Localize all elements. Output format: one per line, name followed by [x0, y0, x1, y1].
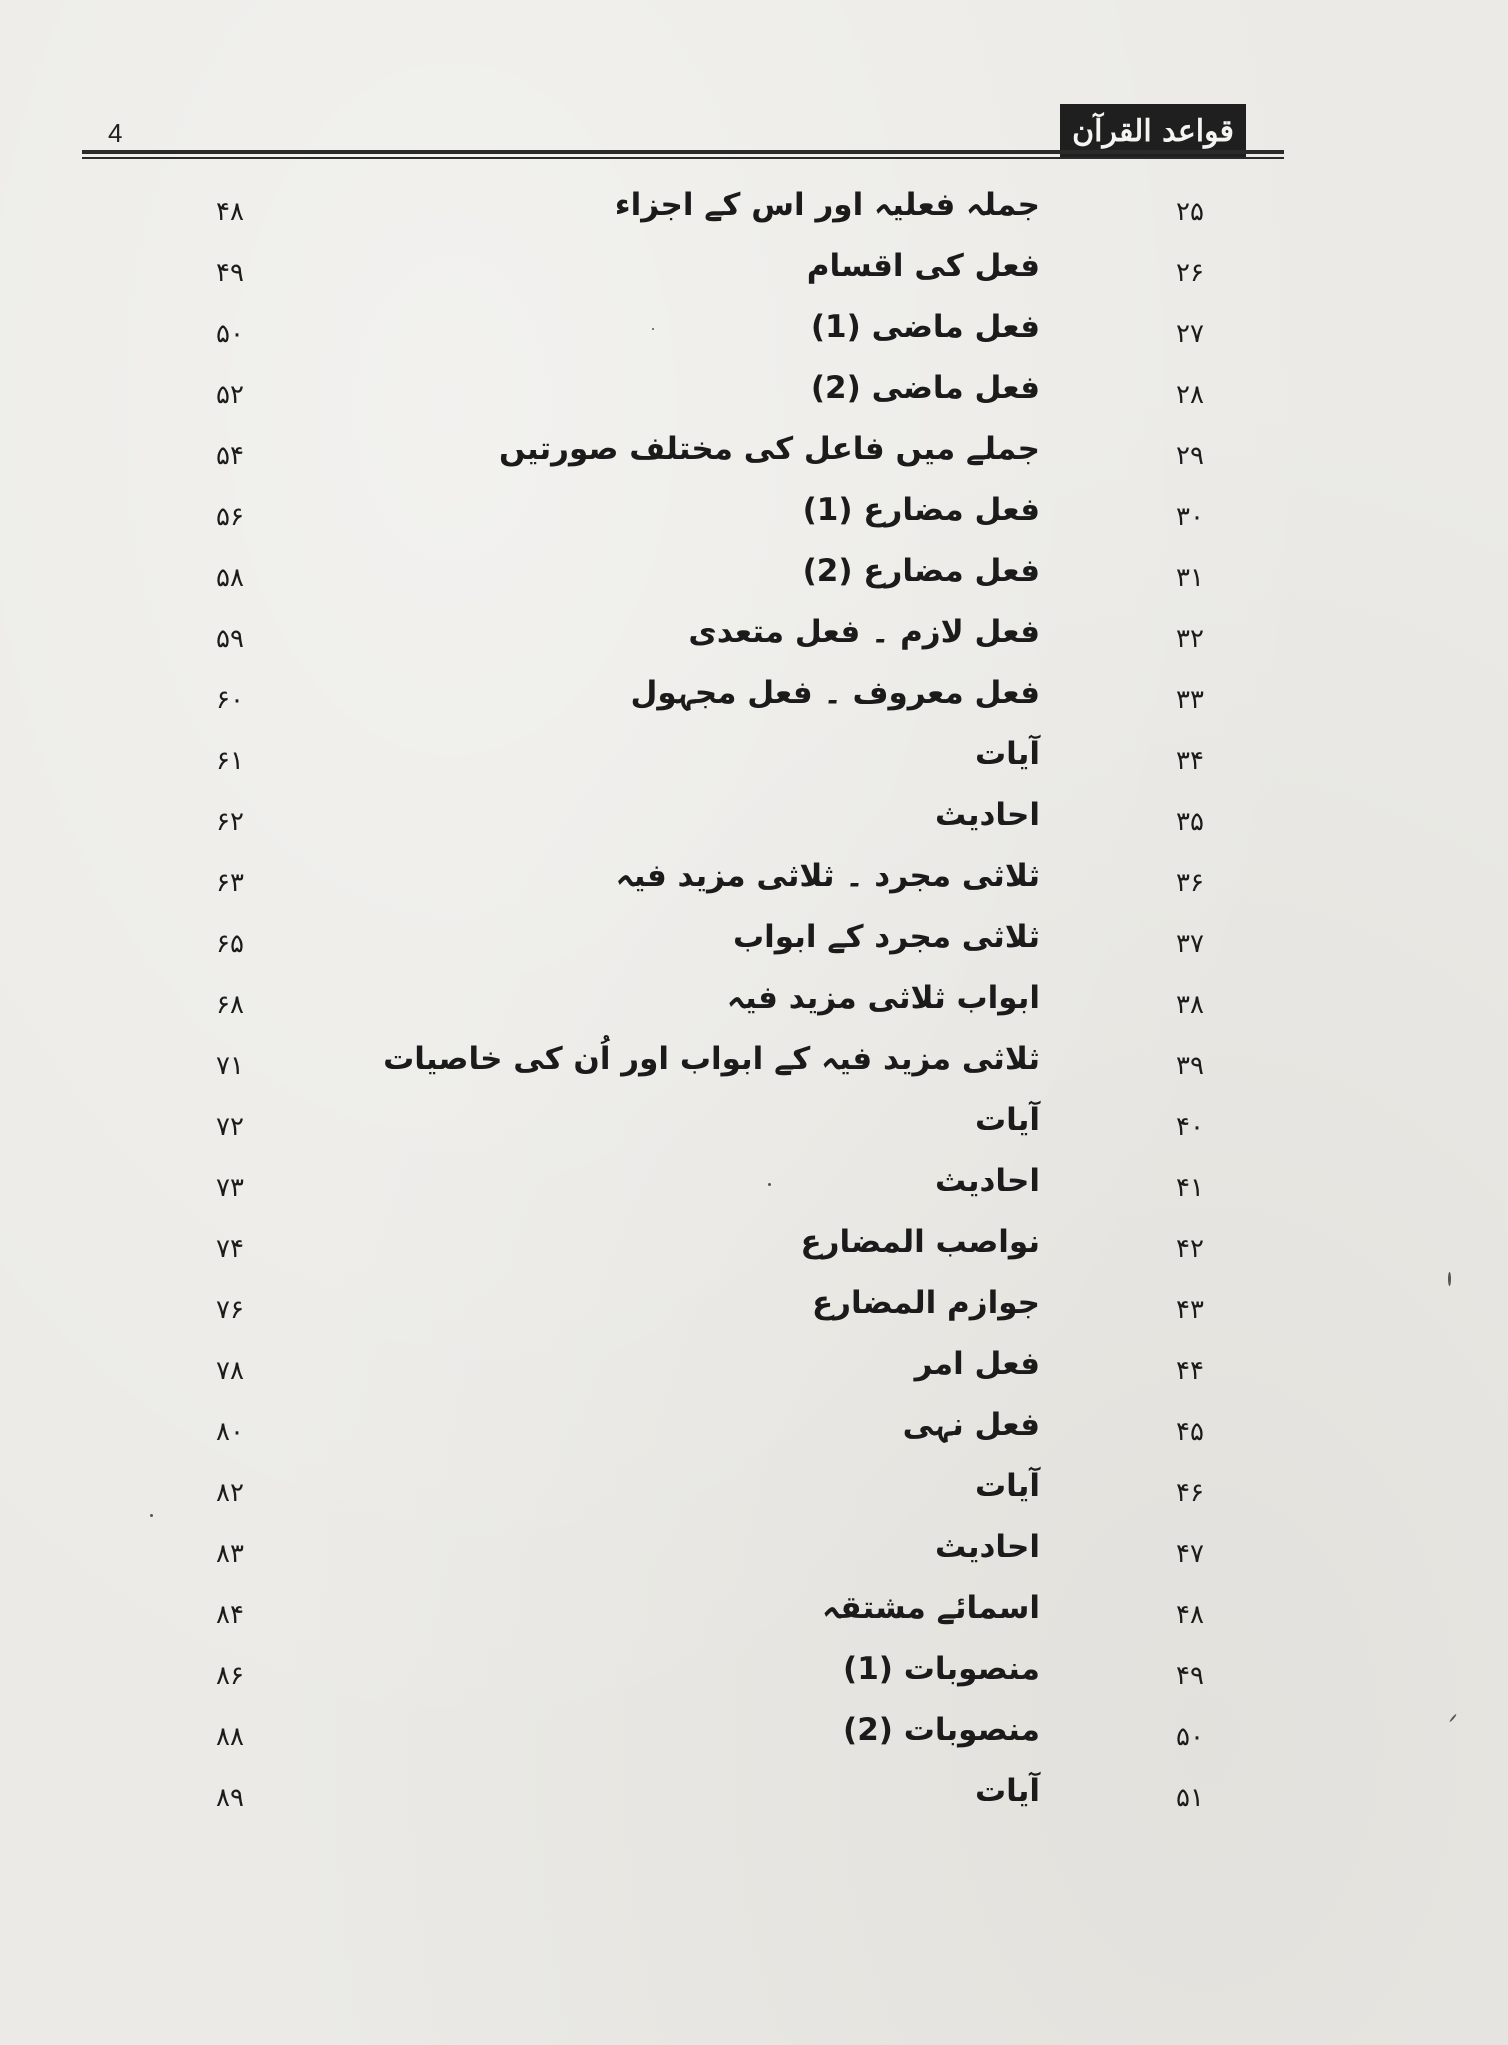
toc-page: ۸۲: [216, 1478, 244, 1508]
toc-serial: ۳۳: [1176, 685, 1204, 715]
toc-title: آیات: [974, 1468, 1040, 1504]
toc-title: جوازم المضارع: [811, 1285, 1040, 1321]
toc-serial: ۴۹: [1176, 1661, 1204, 1691]
toc-title: فعل لازم ۔ فعل متعدی: [688, 614, 1040, 650]
toc-serial: ۵۰: [1176, 1722, 1204, 1752]
toc-row: [0, 370, 1508, 430]
toc-page: ۶۱: [216, 746, 244, 776]
toc-serial: ۴۶: [1176, 1478, 1204, 1508]
toc-row: [0, 492, 1508, 552]
toc-title: فعل مضارع (1): [802, 492, 1040, 528]
toc-serial: ۲۸: [1176, 380, 1204, 410]
toc-serial: ۲۷: [1176, 319, 1204, 349]
toc-page: ۸۳: [216, 1539, 244, 1569]
toc-row: [0, 614, 1508, 674]
toc-page: ۸۰: [216, 1417, 244, 1447]
toc-row: [0, 1590, 1508, 1650]
toc-row: [0, 1041, 1508, 1101]
toc-page: ۷۴: [216, 1234, 244, 1264]
toc-title: ثلاثی مزید فیہ کے ابواب اور اُن کی خاصیات: [383, 1041, 1040, 1077]
toc-title: آیات: [974, 1773, 1040, 1809]
toc-serial: ۳۰: [1176, 502, 1204, 532]
book-title: قواعد القرآن: [1060, 104, 1246, 158]
toc-title: نواصب المضارع: [800, 1224, 1040, 1260]
toc-title: آیات: [974, 736, 1040, 772]
toc-serial: ۲۶: [1176, 258, 1204, 288]
toc-page: ۷۶: [216, 1295, 244, 1325]
paper-mark: [652, 328, 654, 330]
toc-row: [0, 248, 1508, 308]
toc-row: [0, 1285, 1508, 1345]
toc-page: ۶۸: [216, 990, 244, 1020]
toc-row: [0, 187, 1508, 247]
toc-page: ۵۹: [216, 624, 244, 654]
toc-row: [0, 675, 1508, 735]
toc-row: [0, 1224, 1508, 1284]
toc-row: [0, 1468, 1508, 1528]
toc-serial: ۳۵: [1176, 807, 1204, 837]
toc-title: فعل ماضی (2): [810, 370, 1040, 406]
toc-row: [0, 797, 1508, 857]
toc-page: ۵۶: [216, 502, 244, 532]
toc-page: ۴۸: [216, 197, 244, 227]
toc-page: ۵۰: [216, 319, 244, 349]
toc-row: [0, 553, 1508, 613]
toc-row: [0, 1102, 1508, 1162]
toc-serial: ۳۷: [1176, 929, 1204, 959]
toc-title: فعل نہی: [902, 1407, 1040, 1443]
toc-page: ۵۸: [216, 563, 244, 593]
paper-mark: [1448, 1272, 1451, 1286]
toc-serial: ۴۲: [1176, 1234, 1204, 1264]
paper-mark: [768, 1183, 771, 1186]
toc-serial: ۳۱: [1176, 563, 1204, 593]
toc-title: فعل ماضی (1): [810, 309, 1040, 345]
toc-title: احادیث: [935, 1529, 1040, 1565]
toc-page: ۷۸: [216, 1356, 244, 1386]
toc-serial: ۳۹: [1176, 1051, 1204, 1081]
toc-serial: ۳۲: [1176, 624, 1204, 654]
toc-row: [0, 736, 1508, 796]
toc-row: [0, 1163, 1508, 1223]
toc-title: منصوبات (2): [843, 1712, 1040, 1748]
toc-title: فعل امر: [914, 1346, 1040, 1382]
toc-title: فعل کی اقسام: [806, 248, 1040, 284]
toc-row: [0, 1773, 1508, 1833]
toc-row: [0, 1529, 1508, 1589]
toc-title: ابواب ثلاثی مزید فیہ: [726, 980, 1040, 1016]
toc-serial: ۳۴: [1176, 746, 1204, 776]
toc-row: [0, 309, 1508, 369]
toc-page: ۷۲: [216, 1112, 244, 1142]
toc-title: جملہ فعلیہ اور اس کے اجزاء: [614, 187, 1040, 223]
toc-title: احادیث: [935, 1163, 1040, 1199]
toc-serial: ۵۱: [1176, 1783, 1204, 1813]
toc-serial: ۳۶: [1176, 868, 1204, 898]
toc-row: [0, 1407, 1508, 1467]
toc-serial: ۴۷: [1176, 1539, 1204, 1569]
toc-serial: ۴۳: [1176, 1295, 1204, 1325]
toc-page: ۶۲: [216, 807, 244, 837]
toc-page: ۶۳: [216, 868, 244, 898]
toc-serial: ۴۵: [1176, 1417, 1204, 1447]
toc-page: ۸۹: [216, 1783, 244, 1813]
toc-serial: ۲۹: [1176, 441, 1204, 471]
page-number: 4: [108, 118, 123, 148]
toc-serial: ۳۸: [1176, 990, 1204, 1020]
toc-row: [0, 1712, 1508, 1772]
toc-page: ۵۲: [216, 380, 244, 410]
toc-row: [0, 431, 1508, 491]
toc-title: اسمائے مشتقہ: [822, 1590, 1040, 1626]
toc-serial: ۴۰: [1176, 1112, 1204, 1142]
toc-title: جملے میں فاعل کی مختلف صورتیں: [498, 431, 1040, 467]
toc-title: فعل معروف ۔ فعل مجہول: [630, 675, 1040, 711]
toc-page: ۴۹: [216, 258, 244, 288]
toc-row: [0, 980, 1508, 1040]
toc-title: ثلاثی مجرد کے ابواب: [733, 919, 1040, 955]
toc-page: ۷۱: [216, 1051, 244, 1081]
toc-page: ۶۰: [216, 685, 244, 715]
toc-row: [0, 1651, 1508, 1711]
toc-serial: ۴۴: [1176, 1356, 1204, 1386]
toc-row: [0, 1346, 1508, 1406]
toc-title: ثلاثی مجرد ۔ ثلاثی مزید فیہ: [615, 858, 1040, 894]
toc-serial: ۴۸: [1176, 1600, 1204, 1630]
toc-title: فعل مضارع (2): [802, 553, 1040, 589]
toc-page: ۸۸: [216, 1722, 244, 1752]
toc-page: ۵۴: [216, 441, 244, 471]
toc-page: ۸۴: [216, 1600, 244, 1630]
toc-serial: ۲۵: [1176, 197, 1204, 227]
toc-page: ۶۵: [216, 929, 244, 959]
toc-row: [0, 858, 1508, 918]
toc-page: ۷۳: [216, 1173, 244, 1203]
toc-title: آیات: [974, 1102, 1040, 1138]
toc-row: [0, 919, 1508, 979]
toc-title: منصوبات (1): [843, 1651, 1040, 1687]
toc-page: ۸۶: [216, 1661, 244, 1691]
toc-serial: ۴۱: [1176, 1173, 1204, 1203]
paper-mark: [150, 1514, 153, 1517]
toc-title: احادیث: [935, 797, 1040, 833]
